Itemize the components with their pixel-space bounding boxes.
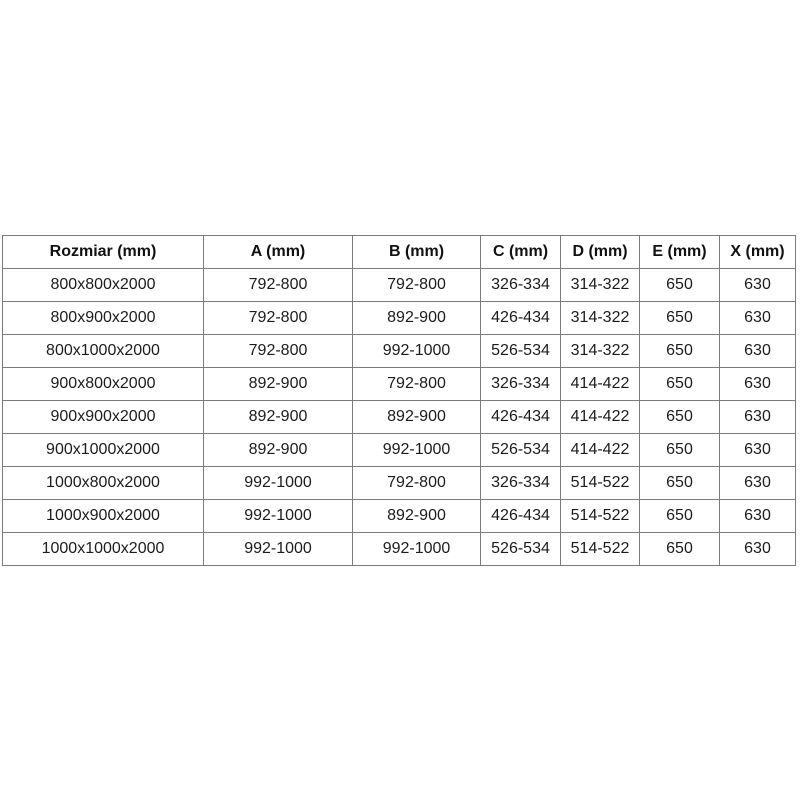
dimension-cell: 650 — [640, 269, 720, 302]
dimension-cell: 650 — [640, 401, 720, 434]
dimension-cell: 792-800 — [204, 269, 353, 302]
size-cell: 800x800x2000 — [3, 269, 204, 302]
dimension-cell: 526-534 — [481, 533, 561, 566]
dimension-cell: 792-800 — [353, 269, 481, 302]
header-d: D (mm) — [561, 236, 640, 269]
dimension-cell: 630 — [720, 533, 796, 566]
size-cell: 800x900x2000 — [3, 302, 204, 335]
dimension-cell: 630 — [720, 269, 796, 302]
dimension-cell: 630 — [720, 434, 796, 467]
dimension-cell: 630 — [720, 467, 796, 500]
dimension-cell: 326-334 — [481, 269, 561, 302]
dimension-cell: 892-900 — [204, 434, 353, 467]
dimensions-table-container — [2, 235, 795, 566]
dimension-cell: 314-322 — [561, 302, 640, 335]
dimension-cell: 630 — [720, 335, 796, 368]
size-cell: 1000x800x2000 — [3, 467, 204, 500]
dimension-cell: 426-434 — [481, 500, 561, 533]
dimension-cell: 650 — [640, 335, 720, 368]
dimension-cell: 892-900 — [353, 401, 481, 434]
dimension-cell: 892-900 — [204, 368, 353, 401]
dimensions-table — [2, 235, 796, 566]
dimension-cell: 426-434 — [481, 302, 561, 335]
dimension-cell: 414-422 — [561, 368, 640, 401]
dimension-cell: 414-422 — [561, 434, 640, 467]
size-cell: 800x1000x2000 — [3, 335, 204, 368]
dimension-cell: 650 — [640, 434, 720, 467]
dimension-cell: 514-522 — [561, 533, 640, 566]
dimension-cell: 630 — [720, 500, 796, 533]
dimension-cell: 792-800 — [353, 368, 481, 401]
dimension-cell: 992-1000 — [204, 467, 353, 500]
dimension-cell: 414-422 — [561, 401, 640, 434]
dimension-cell: 792-800 — [353, 467, 481, 500]
dimension-cell: 992-1000 — [353, 335, 481, 368]
size-cell: 1000x1000x2000 — [3, 533, 204, 566]
dimension-cell: 992-1000 — [353, 434, 481, 467]
dimension-cell: 650 — [640, 302, 720, 335]
table-row — [3, 533, 796, 566]
header-c: C (mm) — [481, 236, 561, 269]
dimension-cell: 514-522 — [561, 500, 640, 533]
dimension-cell: 650 — [640, 500, 720, 533]
dimension-cell: 892-900 — [353, 500, 481, 533]
table-row — [3, 467, 796, 500]
dimension-cell: 526-534 — [481, 335, 561, 368]
dimension-cell: 426-434 — [481, 401, 561, 434]
dimension-cell: 526-534 — [481, 434, 561, 467]
header-e: E (mm) — [640, 236, 720, 269]
dimension-cell: 892-900 — [204, 401, 353, 434]
table-row — [3, 401, 796, 434]
dimension-cell: 326-334 — [481, 368, 561, 401]
dimension-cell: 314-322 — [561, 335, 640, 368]
size-cell: 900x800x2000 — [3, 368, 204, 401]
table-row — [3, 434, 796, 467]
dimension-cell: 326-334 — [481, 467, 561, 500]
size-table-body — [3, 269, 796, 566]
dimension-cell: 992-1000 — [353, 533, 481, 566]
dimension-cell: 650 — [640, 368, 720, 401]
dimension-cell: 792-800 — [204, 335, 353, 368]
table-row — [3, 500, 796, 533]
dimension-cell: 792-800 — [204, 302, 353, 335]
size-cell: 900x1000x2000 — [3, 434, 204, 467]
dimension-cell: 650 — [640, 533, 720, 566]
dimension-cell: 630 — [720, 401, 796, 434]
size-cell: 900x900x2000 — [3, 401, 204, 434]
size-cell: 1000x900x2000 — [3, 500, 204, 533]
header-a: A (mm) — [204, 236, 353, 269]
dimension-cell: 630 — [720, 368, 796, 401]
dimension-cell: 892-900 — [353, 302, 481, 335]
dimension-cell: 514-522 — [561, 467, 640, 500]
header-rozmiar: Rozmiar (mm) — [3, 236, 204, 269]
table-row — [3, 368, 796, 401]
dimension-cell: 630 — [720, 302, 796, 335]
dimension-cell: 992-1000 — [204, 533, 353, 566]
dimension-cell: 650 — [640, 467, 720, 500]
table-header-row — [3, 236, 796, 269]
header-b: B (mm) — [353, 236, 481, 269]
dimension-cell: 992-1000 — [204, 500, 353, 533]
table-row — [3, 302, 796, 335]
header-x: X (mm) — [720, 236, 796, 269]
table-row — [3, 269, 796, 302]
table-row — [3, 335, 796, 368]
dimension-cell: 314-322 — [561, 269, 640, 302]
